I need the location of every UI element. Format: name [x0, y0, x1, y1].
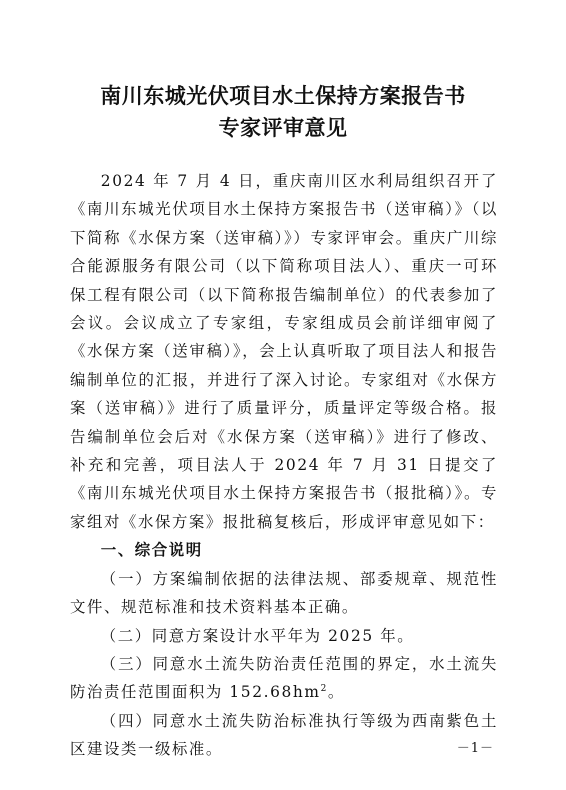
item-3-end: 。 — [327, 683, 345, 702]
item-3-paragraph — [70, 650, 498, 707]
item-2-paragraph: （二）同意方案设计水平年为 2025 年。 — [100, 626, 415, 645]
item-4-paragraph: （四）同意水土流失防治标准执行等级为西南紫色土区建设类一级标准。 — [70, 711, 498, 759]
page-number: －1－ — [456, 741, 494, 756]
intro-paragraph: 2024 年 7 月 4 日，重庆南川区水利局组织召开了《南川东城光伏项目水土保持方案报告书（送审稿）》（以下简称《水保方案（送审稿）》）专家评审会。重庆广川综合能源服务有限公司（以下简称项目法人）、重庆一可环保工程有限公司（以下简称报告编制单位）的代表参加了会议。会议成立了专家组，专家组成员会前详细审阅了《水保方案（送审稿）》，会上认真听取了项目法人和报告编制单位的汇报，并进行了深入讨论。专家组对《水保方案（送审稿）》进行了质量评分，质量评定等级合格。报告编制单位会后对《水保方案（送审稿）》进行了修改、补充和完善，项目法人于 2024 年 7 月 31 日提交了《南川东城光伏项目水土保持方案报告书（报批稿）》。专家组对《水保方案》报批稿复核后，形成评审意见如下： — [70, 172, 498, 531]
document-title: 南川东城光伏项目水土保持方案报告书 — [100, 83, 466, 108]
document-body — [70, 167, 498, 764]
item-3-superscript: 2 — [320, 684, 328, 695]
document-subtitle: 专家评审意见 — [218, 115, 348, 140]
item-1-paragraph: （一）方案编制依据的法律法规、部委规章、规范性文件、规范标准和技术资料基本正确。 — [70, 569, 498, 617]
section-heading-overview: 一、综合说明 — [100, 541, 203, 560]
item-3-text: （三）同意水土流失防治责任范围的界定，水土流失防治责任范围面积为 152.68hm — [70, 654, 498, 702]
